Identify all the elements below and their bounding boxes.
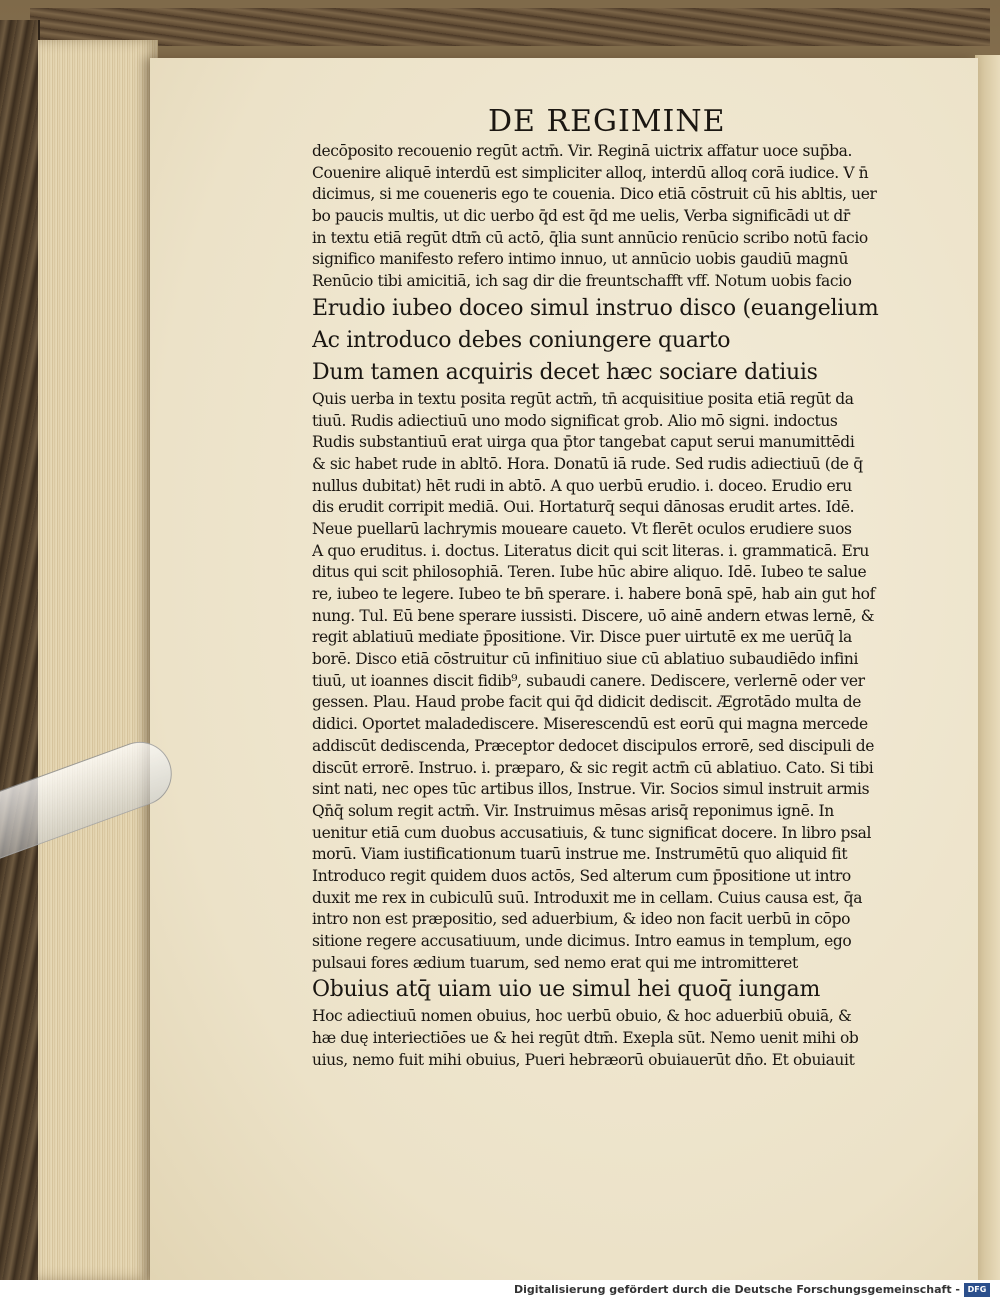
text-line: pulsaui fores ædium tuarum, sed nemo erat qui me intromitteret [312,953,798,972]
text-line: re, iubeo te legere. Iubeo te bn̄ sperare. i. habere bonā spē, hab ain gut hof [312,585,875,603]
text-line: regit ablatiuū mediate p̄positione. Vir. Disce puer uirtutē ex me uerūq̄ la [312,628,852,647]
text-line: didici. Oportet maladediscere. Miserescendū est eorū qui magna mercede [312,715,868,734]
book-cover-top [30,8,990,46]
text-line: tiuū. Rudis adiectiuū uno modo significat grob. Alio mō signi. indoctus [312,411,838,430]
text-line: significo manifesto refero intimo innuo, ut annūcio uobis gaudiū magnū [312,250,849,269]
text-line: Couenire aliquē interdū est simpliciter alloq, interdū alloq corā iudice. V n̄ [312,163,869,182]
text-line: A quo eruditus. i. doctus. Literatus dicit qui scit literas. i. grammaticā. Eru [312,541,869,560]
text-line: dicimus, si me coueneris ego te couenia. Dico etiā cōstruit cū his abltis, uer [312,185,877,204]
text-line: duxit me rex in cubiculū suū. Introduxit me in cellam. Cuius causa est, q̄a [312,888,863,907]
dfg-logo: DFG [964,1283,990,1297]
text-line: in textu etiā regūt dtm̄ cū actō, q̄lia sunt annūcio renūcio scribo notū facio [312,228,868,247]
text-line: tiuū, ut ioannes discit fidib⁹, subaudi canere. Dediscere, verlernē oder ver [312,671,865,690]
text-line: intro non est præpositio, sed aduerbium, & ideo non facit uerbū in cōpo [312,910,851,929]
text-line: nung. Tul. Eū bene sperare iussisti. Discere, uō ainē andern etwas lernē, & [312,606,875,625]
text-line: Neue puellarū lachrymis moueare caueto. Vt flerēt oculos erudiere suos [312,519,852,538]
text-line: sint nati, nec opes tūc artibus illos, Instrue. Vir. Socios simul instruit armis [312,780,870,799]
text-line: Introduco regit quidem duos actōs, Sed alterum cum p̄positione ut intro [312,866,851,885]
funding-credit: Digitalisierung gefördert durch die Deutsche Forschungsgemeinschaft - [513,1283,960,1296]
text-line: & sic habet rude in abltō. Hora. Donatū iā rude. Sed rudis adiectiuū (de q̄ [312,454,863,473]
running-head: DE REGIMINE [488,104,726,139]
facing-page-edge [975,55,1000,1280]
text-line: Qn̄q̄ solum regit actm̄. Vir. Instruimus mēsas arisq̄ reponimus ignē. In [312,801,834,820]
verse-line: Dum tamen acquiris decet hæc sociare datiuis [312,359,818,385]
verse-line: Obuius atq̄ uiam uio ue simul hei quoq̄ iungam [312,977,821,1003]
text-line: Renūcio tibi amicitiā, ich sag dir die freuntschafft vff. Notum uobis facio [312,272,852,291]
text-block [312,141,932,1071]
text-line: nullus dubitat) hēt rudi in abtō. A quo uerbū erudio. i. doceo. Erudio eru [312,476,852,495]
text-line: decōposito recouenio regūt actm̄. Vir. Reginā uictrix affatur uoce sup̄ba. [312,142,853,160]
text-line: hæ duę interiectiōes ue & hei regūt dtm̄. Exepla sūt. Nemo uenit mihi ob [312,1029,859,1048]
text-line: Rudis substantiuū erat uirga qua p̄tor tangebat caput serui manumittēdi [312,433,855,452]
text-line: Quis uerba in textu posita regūt actm̄, tn̄ acquisitiue posita etiā regūt da [312,389,854,408]
text-line: Hoc adiectiuū nomen obuius, hoc uerbū obuio, & hoc aduerbiū obuiā, & [312,1007,852,1026]
verse-line: Ac introduco debes coniungere quarto [312,327,731,353]
text-line: borē. Disco etiā cōstruitur cū infinitiuo siue cū ablatiuo subaudiēdo infini [312,650,859,669]
text-line: discūt errorē. Instruo. i. præparo, & sic regit actm̄ cū ablatiuo. Cato. Si tibi [312,758,874,777]
text-line: uius, nemo fuit mihi obuius, Pueri hebræorū obuiauerūt dn̄o. Et obuiauit [312,1050,855,1069]
page-edges [38,40,158,1280]
verse-line: Erudio iubeo doceo simul instruo disco (euangelium [312,295,879,321]
text-line: dis erudit corripit mediā. Oui. Hortaturq̄ sequi dānosas erudit artes. Idē. [312,498,855,517]
text-line: ditus qui scit philosophiā. Teren. Iube hūc abire aliquo. Idē. Iubeo te salue [312,563,867,582]
text-line: bo paucis multis, ut dic uerbo q̄d est q̄d me uelis, Verba significādi ut dr̄ [312,207,850,226]
text-line: morū. Viam iustificationum tuarū instrue me. Instrumētū quo aliquid fit [312,845,848,864]
text-line: sitione regere accusatiuum, unde dicimus. Intro eamus in templum, ego [312,932,852,950]
text-line: uenitur etiā cum duobus accusatiuis, & tunc significat docere. In libro psal [312,823,872,842]
text-line: gessen. Plau. Haud probe facit qui q̄d didicit dediscit. Ægrotādo multa de [312,693,862,712]
text-line: addiscūt dediscenda, Præceptor dedocet discipulos errorē, sed discipuli de [312,736,875,755]
book-cover-left [0,20,40,1280]
